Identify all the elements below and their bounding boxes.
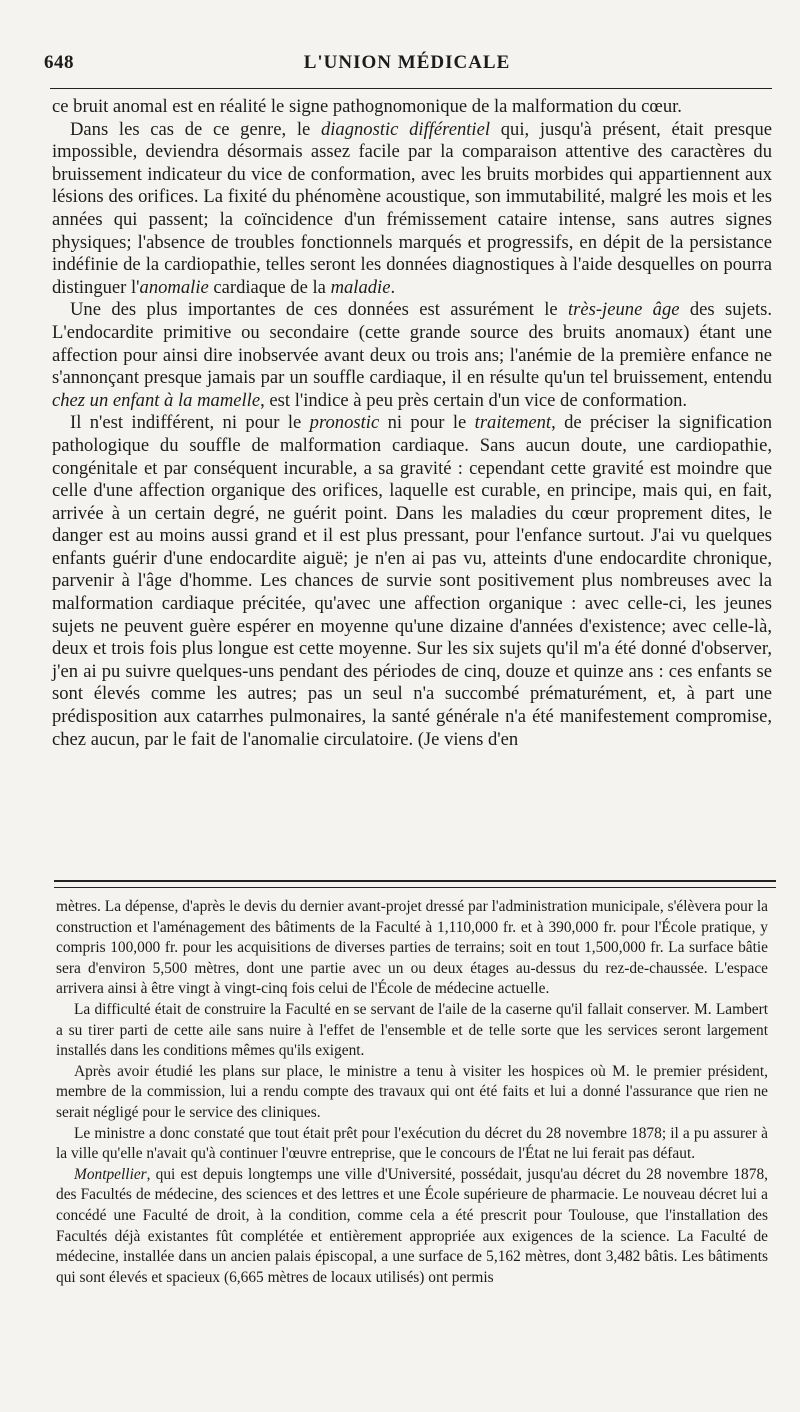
footnote-4: Le ministre a donc constaté que tout était prêt pour l'exécution du décret du 28 novembre 1878; il a pu assurer à la ville qu'elle n'avait qu'à continuer l'œuvre entreprise, que le concours de l'État ne lui ferait pas défaut.: [56, 1124, 768, 1163]
paragraph-3-text-a: Une des plus importantes de ces données est assurément le: [70, 299, 568, 321]
footnote-5-italic: Montpellier: [74, 1165, 147, 1183]
footnote-5-text: , qui est depuis longtemps une ville d'Université, possédait, jusqu'au décret du 28 novembre 1878, des Facultés de médecine, des sciences et des lettres et une École supérieure de pharmacie. Le nouveau décret lui a concédé une Faculté de droit, à la condition, comme cela a été prescrit pour Toulouse, que l'installation des Facultés déjà existantes fût complétée et entièrement appropriée aux exigences de la science. La Faculté de médecine, installée dans un ancien palais épiscopal, a une surface de 5,162 mètres, dont 3,482 bâtis. Les bâtiments qui sont élevés et spacieux (6,665 mètres de locaux utilisés) ont permis: [56, 1165, 768, 1286]
footnotes: [56, 897, 768, 1288]
paragraph-4-italic-b: traitement: [474, 412, 552, 434]
paragraph-2-italic-a: diagnostic différentiel: [320, 118, 491, 140]
paragraph-3-text-b: des sujets. L'endocardite primitive ou secondaire (cette grande source des bruits anomaux) étant une affection pour ainsi dire inobservée avant deux ou trois ans; l'anémie de la première enfance ne s'annonçant presque jamais par un souffle cardiaque, il en résulte qu'un tel bruissement, entendu: [52, 299, 772, 389]
footnote-3: Après avoir étudié les plans sur place, le ministre a tenu à visiter les hospices où M. le premier président, membre de la commission, lui a rendu compte des travaux qui ont été faits et lui a donné l'assurance que rien ne serait négligé pour le service des cliniques.: [56, 1062, 768, 1121]
paragraph-4-text-c: , de préciser la signification pathologique du souffle de malformation cardiaque. Sans aucun doute, une cardiopathie, congénitale et par conséquent incurable, a sa gravité : cependant cette gravité est moindre que celle d'une affection organique des orifices, laquelle est curable, en principe, mais qui, en fait, arrivée à un certain degré, ne guérit point. Dans les maladies du cœur proprement dites, le danger est au moins aussi grand et il est plus pressant, pour l'enfance surtout. J'ai vu quelques enfants guérir d'une endocardite aiguë; je n'en ai pas vu, atteints d'une endocardite chronique, parvenir à l'âge d'homme. Les chances de survie sont positivement plus nombreuses avec la malformation cardiaque précitée, qu'avec une affection organique : avec celle-ci, les jeunes sujets ne peuvent guère espérer en moyenne qu'une dizaine d'années d'existence; avec celle-là, deux et trois fois plus longue est cette moyenne. Sur les six sujets qu'il m'a été donné d'observer, j'en ai pu suivre quelques-uns pendant des périodes de cinq, douze et quinze ans : ces enfants se sont élevés comme les autres; pas un seul n'a succombé prématurément, et, à part une prédisposition aux catarrhes pulmonaires, la santé générale n'a été manifestement compromise, chez aucun, par le fait de l'anomalie circulatoire. (Je viens d'en: [52, 412, 772, 750]
paragraph-2-text-b: qui, jusqu'à présent, était presque impossible, deviendra désormais assez facile par la comparaison attentive des caractères du bruissement indicateur du vice de conformation, avec les bruits morbides qui appartiennent aux lésions des orifices. La fixité du phénomène acoustique, son immutabilité, malgré les mois et les années qui passent; la coïncidence d'un frémissement cataire intense, sans autres signes physiques; l'absence de troubles fonctionnels marqués et progressifs, en dépit de la persistance indéfinie de la cardiopathie, telles seront les données diagnostiques à l'aide desquelles on pourra distinguer l': [52, 118, 773, 298]
page-number: 648: [44, 52, 74, 73]
footnote-5: [56, 1165, 768, 1289]
paragraph-3-italic-a: très-jeune âge: [567, 299, 680, 321]
paragraph-1: [52, 96, 772, 119]
paragraph-4-text-b: ni pour le: [379, 412, 475, 434]
footnote-rule: [54, 880, 776, 888]
paragraph-2-text-a: Dans les cas de ce genre, le: [70, 118, 321, 140]
paragraph-3-text-c: , est l'indice à peu près certain d'un vice de conformation.: [260, 389, 688, 411]
paragraph-2-italic-c: maladie: [330, 276, 391, 298]
paragraph-1-text: ce bruit anomal est en réalité le signe pathognomonique de la malformation du cœur.: [52, 96, 682, 117]
footnote-2: La difficulté était de construire la Faculté en se servant de l'aile de la caserne qu'il fallait conserver. M. Lambert a su tirer parti de cette aile sans nuire à l'effet de l'ensemble et de telle sorte que les services seront largement installés dans les conditions mêmes qu'ils exigent.: [56, 1000, 768, 1060]
paragraph-4: [52, 412, 772, 751]
running-title: L'UNION MÉDICALE: [303, 52, 511, 73]
paragraph-3-italic-b: chez un enfant à la mamelle: [52, 389, 261, 411]
header-rule: [50, 88, 772, 89]
paragraph-4-text-a: Il n'est indifférent, ni pour le: [70, 412, 310, 434]
paragraph-2-text-c: cardiaque de la: [208, 276, 331, 298]
paragraph-4-italic-a: pronostic: [309, 412, 380, 434]
paragraph-2: [52, 119, 772, 300]
paragraph-2-italic-b: anomalie: [139, 276, 209, 298]
footnote-1: mètres. La dépense, d'après le devis du dernier avant-projet dressé par l'administration municipale, s'élèvera pour la construction et l'aménagement des bâtiments de la Faculté à 1,110,000 fr. et à 390,000 fr. pour l'École pratique, y compris 100,000 fr. pour les acquisitions de diverses parties de terrains; soit en tout 1,500,000 fr. La surface bâtie sera d'environ 5,500 mètres, dont une partie avec un ou deux étages au-dessus du rez-de-chaussée. L'espace arrivera ainsi à être vingt à vingt-cinq fois celui de l'École de médecine actuelle.: [56, 898, 768, 998]
page-header: [44, 52, 770, 82]
paragraph-3: [52, 299, 772, 412]
paragraph-2-text-d: .: [390, 276, 396, 298]
main-text: [52, 96, 772, 751]
